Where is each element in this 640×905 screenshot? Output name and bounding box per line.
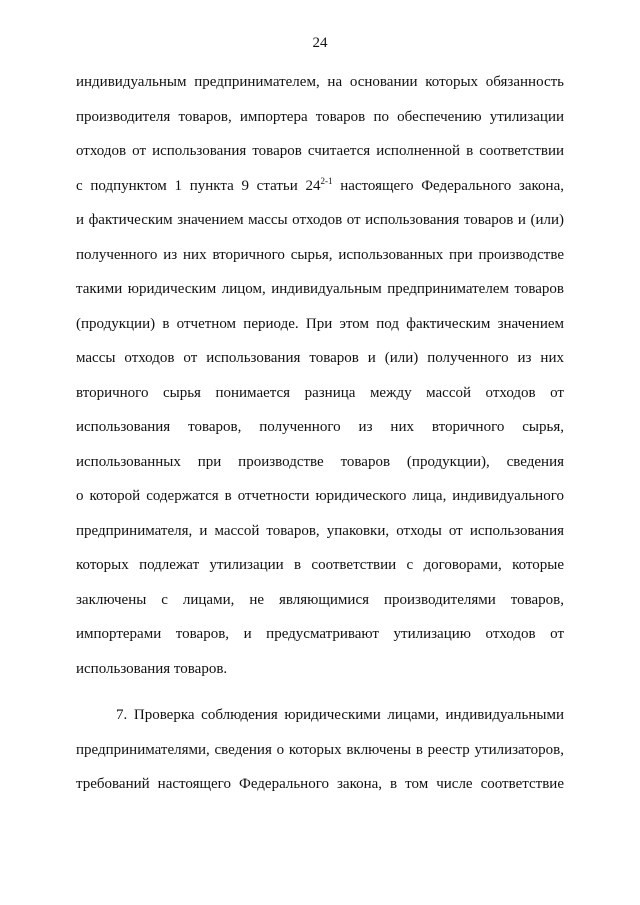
page-number: 24 <box>312 35 328 51</box>
text-line: импортерами товаров, и предусматривают утилизацию отходов от <box>76 626 564 642</box>
text-line: (продукции) в отчетном периоде. При этом под фактическим значением <box>76 315 564 332</box>
text-line: 7. Проверка соблюдения юридическими лицами, индивидуальными <box>116 707 564 723</box>
text-line: и фактическим значением массы отходов от использования товаров и (или) <box>76 212 564 228</box>
superscript: 2-1 <box>320 175 333 186</box>
text-fragment: с подпунктом 1 пункта 9 статьи 24 <box>76 177 321 194</box>
text-line: предпринимателя, и массой товаров, упаковки, отходы от использования <box>76 522 564 539</box>
text-line: использования товаров. <box>76 660 228 677</box>
text-line-with-superscript <box>76 176 564 211</box>
paragraph-spacer <box>76 693 564 705</box>
text-line: индивидуальным предпринимателем, на основании которых обязанность <box>76 74 564 90</box>
text-line: заключены с лицами, не являющимися производителями товаров, <box>76 591 564 608</box>
text-line: массы отходов от использования товаров и (или) полученного из них <box>76 350 564 366</box>
paragraph-continuation <box>76 72 564 693</box>
text-line: предпринимателями, сведения о которых включены в реестр утилизаторов, <box>76 741 564 758</box>
text-line: вторичного сырья понимается разница между массой отходов от <box>76 384 564 401</box>
text-line: производителя товаров, импортера товаров по обеспечению утилизации <box>76 108 564 125</box>
text-line: такими юридическим лицом, индивидуальным предпринимателем товаров <box>76 281 564 297</box>
text-line: полученного из них вторичного сырья, использованных при производстве <box>76 246 564 263</box>
text-line: использованных при производстве товаров (продукции), сведения <box>76 453 564 470</box>
document-body <box>76 72 564 809</box>
text-line: которых подлежат утилизации в соответствии с договорами, которые <box>76 557 564 573</box>
text-line: требований настоящего Федерального закона, в том числе соответствие <box>76 776 564 792</box>
text-fragment: настоящего Федерального закона, <box>332 177 564 194</box>
paragraph-section-7 <box>76 705 564 809</box>
text-line: о которой содержатся в отчетности юридического лица, индивидуального <box>76 488 564 504</box>
text-line: использования товаров, полученного из них вторичного сырья, <box>76 419 564 435</box>
text-line: отходов от использования товаров считается исполненной в соответствии <box>76 143 564 159</box>
